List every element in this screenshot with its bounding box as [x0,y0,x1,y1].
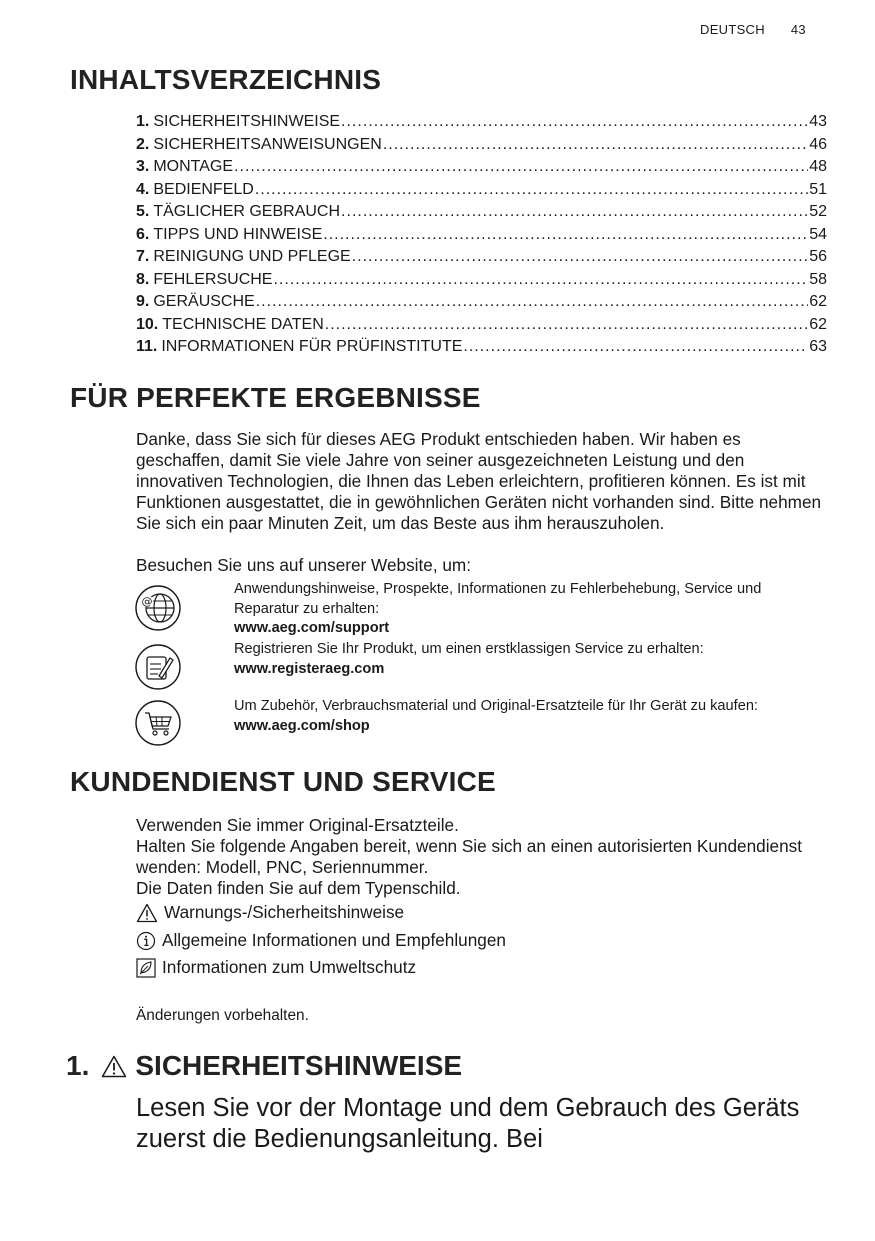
toc-entry-number: 4. [136,180,150,198]
toc-entry-page: 62 [809,315,827,333]
toc-entry[interactable] [136,224,827,247]
toc-entry-number: 5. [136,203,150,220]
toc-dot-leader [234,156,808,179]
toc-entry-label: INFORMATIONEN FÜR PRÜFINSTITUTE [161,338,463,355]
toc-dot-leader [255,179,808,202]
toc-entry-label: TIPPS UND HINWEISE [153,225,323,243]
toc-entry[interactable] [136,111,827,134]
toc-dot-leader [341,111,808,134]
shopping-cart-icon [134,699,182,747]
toc-entry-number: 7. [136,248,150,265]
toc-entry-page: 43 [809,113,827,130]
toc-entry-label: REINIGUNG UND PFLEGE [153,248,351,265]
link-block-shop [234,697,824,736]
toc-entry-label: FEHLERSUCHE [153,270,273,288]
toc-dot-leader [325,314,808,337]
globe-at-icon [134,584,182,632]
toc-entry-number: 2. [136,135,150,153]
toc-entry-page: 46 [809,135,827,153]
toc-entry[interactable] [136,179,827,202]
section-number: 1. [66,1050,90,1081]
info-icon [136,931,156,951]
link-block-support [234,580,824,639]
toc-entry-number: 1. [136,113,150,130]
toc-entry-page: 51 [809,180,827,198]
warning-icon [101,1055,127,1078]
toc-dot-leader [463,336,808,359]
svg-text:@: @ [141,595,153,608]
toc-entry-number: 8. [136,270,150,288]
toc-entry-label: SICHERHEITSHINWEISE [153,113,341,130]
link-url-shop[interactable]: www.aeg.com/shop [234,717,370,734]
link-block-register [234,640,824,679]
toc-entry-label: TÄGLICHER GEBRAUCH [153,203,341,220]
legend-info [136,930,506,951]
section-1-text: Lesen Sie vor der Montage und dem Gebrauch des Geräts zuerst die Bedienungsanleitung. Bei [136,1094,800,1153]
toc-dot-leader [256,291,809,314]
toc-dot-leader [383,134,808,157]
toc-dot-leader [352,246,809,269]
legend-text: Warnungs-/Sicherheitshinweise [164,902,405,922]
legend-text: Allgemeine Informationen und Empfehlungen [162,930,506,950]
toc-entry-number: 10. [136,315,159,333]
link-url-support[interactable]: www.aeg.com/support [234,620,390,636]
toc-entry[interactable] [136,336,827,359]
toc-entry-label: MONTAGE [153,158,234,175]
toc-entry[interactable] [136,246,827,269]
warning-icon [136,903,158,923]
section-title: SICHERHEITSHINWEISE [135,1050,463,1081]
service-line: Die Daten finden Sie auf dem Typenschild. [136,878,461,898]
changes-note: Änderungen vorbehalten. [136,1007,309,1024]
toc-dot-leader [341,201,808,224]
toc-entry-label: SICHERHEITSANWEISUNGEN [153,135,382,153]
toc-entry-page: 52 [809,203,827,220]
toc-entry-number: 11. [136,338,158,355]
toc-entry[interactable] [136,201,827,224]
service-line: Halten Sie folgende Angaben bereit, wenn Sie sich an einen autorisierten Kundendienst wenden: Modell, PNC, Seriennummer. [136,836,803,877]
service-text [136,815,826,899]
results-title: FÜR PERFEKTE ERGEBNISSE [70,382,481,413]
toc-dot-leader [273,269,808,292]
running-header [700,22,806,37]
toc-entry-page: 56 [809,248,827,265]
toc-entry-label: BEDIENFELD [153,180,254,198]
link-description: Anwendungshinweise, Prospekte, Informationen zu Fehlerbehebung, Service und Reparatur zu erhalten: [234,581,762,617]
section-1-heading [66,1050,462,1082]
toc-entry-number: 6. [136,225,150,243]
toc-entry-page: 62 [809,293,827,310]
legend-warning [136,902,404,923]
toc-entry[interactable] [136,314,827,337]
register-pencil-icon [134,643,182,691]
leaf-icon [136,958,156,978]
toc-entry-number: 9. [136,293,150,310]
header-language: DEUTSCH [700,22,765,37]
link-url-register[interactable]: www.registeraeg.com [234,660,385,677]
legend-environment [136,957,416,978]
toc-entry-page: 48 [809,158,827,175]
toc-entry[interactable] [136,156,827,179]
intro-paragraph: Danke, dass Sie sich für dieses AEG Produkt entschieden haben. Wir haben es geschaffen, damit Sie viele Jahre von seiner ausgezeichneten Leistung und den innovativen Technologien, die Ihnen das Leben erleichtern, profitieren können. Es ist mit Funktionen ausgestattet, die in gewöhnlichen Geräten nicht vorhanden sind. Bitte nehmen Sie sich ein paar Minuten Zeit, um das Beste aus ihm herauszuholen. [136,429,822,533]
visit-line: Besuchen Sie uns auf unserer Website, um: [136,555,472,575]
service-line: Verwenden Sie immer Original-Ersatzteile. [136,815,459,835]
toc-entry-page: 54 [809,225,827,243]
toc-entry-label: TECHNISCHE DATEN [162,315,324,333]
toc-entry-number: 3. [136,158,150,175]
table-of-contents [136,111,827,359]
header-page-number: 43 [790,22,806,37]
toc-entry[interactable] [136,269,827,292]
link-description: Um Zubehör, Verbrauchsmaterial und Original-Ersatzteile für Ihr Gerät zu kaufen: [234,698,758,714]
toc-dot-leader [323,224,808,247]
toc-entry[interactable] [136,134,827,157]
toc-entry-page: 58 [809,270,827,288]
link-description: Registrieren Sie Ihr Produkt, um einen erstklassigen Service zu erhalten: [234,641,704,657]
toc-entry-page: 63 [809,338,827,355]
legend-text: Informationen zum Umweltschutz [162,957,417,977]
toc-entry[interactable] [136,291,827,314]
toc-entry-label: GERÄUSCHE [153,293,255,310]
service-title: KUNDENDIENST UND SERVICE [70,766,496,797]
toc-title: INHALTSVERZEICHNIS [70,64,382,95]
